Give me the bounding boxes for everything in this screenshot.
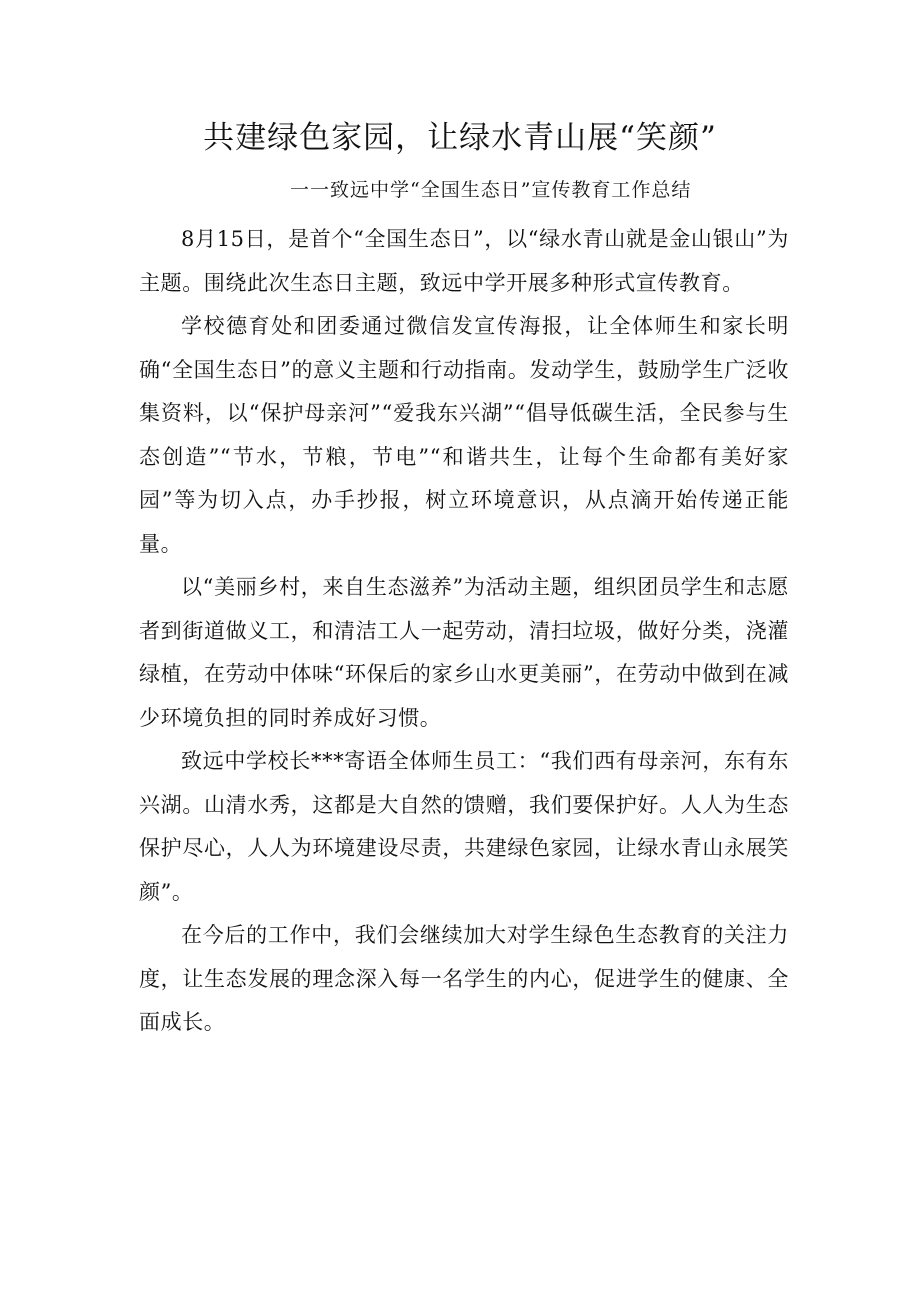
paragraph-1: 8月15日，是首个“全国生态日”，以“绿水青山就是金山银山”为主题。围绕此次生态日主题，致远中学开展多种形式宣传教育。 xyxy=(139,227,789,295)
paragraph-4: 致远中学校长***寄语全体师生员工：“我们西有母亲河，东有东兴湖。山清水秀，这都是大自然的馈赠，我们要保护好。人人为生态保护尽心，人人为环境建设尽责，共建绿色家园，让绿水青山永展笑颜”。 xyxy=(139,749,789,904)
document-subtitle: 一一致远中学“全国生态日”宣传教育工作总结 xyxy=(290,179,692,201)
paragraph-5: 在今后的工作中，我们会继续加大对学生绿色生态教育的关注力度，让生态发展的理念深入每一名学生的内心，促进学生的健康、全面成长。 xyxy=(139,923,789,1034)
document-body xyxy=(139,218,789,1045)
paragraph-2: 学校德育处和团委通过微信发宣传海报，让全体师生和家长明确“全国生态日”的意义主题和行动指南。发动学生，鼓励学生广泛收集资料，以“保护母亲河”“爱我东兴湖”“倡导低碳生活，全民参与生态创造”“节水，节粮，节电”“和谐共生，让每个生命都有美好家园”等为切入点，办手抄报，树立环境意识，从点滴开始传递正能量。 xyxy=(139,314,789,556)
paragraph-3: 以“美丽乡村，来自生态滋养”为活动主题，组织团员学生和志愿者到街道做义工，和清洁工人一起劳动，清扫垃圾，做好分类，浇灌绿植，在劳动中体味“环保后的家乡山水更美丽”，在劳动中做到在减少环境负担的同时养成好习惯。 xyxy=(139,575,789,730)
document-title: 共建绿色家园，让绿水青山展“笑颜” xyxy=(203,120,717,156)
